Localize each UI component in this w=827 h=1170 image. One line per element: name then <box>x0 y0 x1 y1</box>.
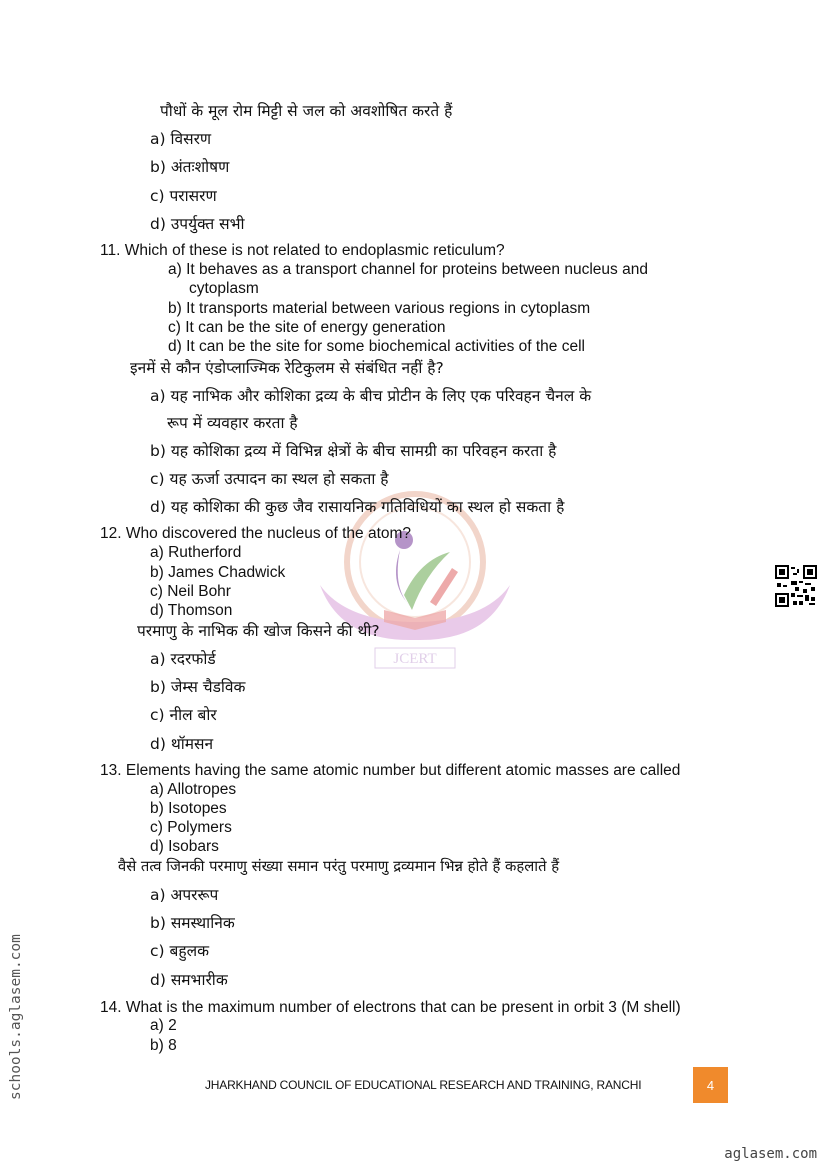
q10-option-d-hindi: d) उपर्युक्त सभी <box>150 215 245 233</box>
q12-option-b: b) James Chadwick <box>150 564 286 581</box>
qr-code-icon <box>775 565 817 607</box>
q10-option-a-hindi: a) विसरण <box>150 130 212 148</box>
q12-option-c: c) Neil Bohr <box>150 583 231 600</box>
q12-option-a: a) Rutherford <box>150 544 242 561</box>
q11-option-a: a) It behaves as a transport channel for proteins between nucleus and <box>168 261 648 278</box>
q13-question: 13. Elements having the same atomic number but different atomic masses are called <box>100 762 681 779</box>
q11-option-c-hindi: c) यह ऊर्जा उत्पादन का स्थल हो सकता है <box>150 470 389 488</box>
side-watermark-url: schools.aglasem.com <box>8 934 24 1100</box>
q12-option-b-hindi: b) जेम्स चैडविक <box>150 678 246 696</box>
site-watermark: aglasem.com <box>724 1146 817 1162</box>
q13-question-hindi: वैसे तत्व जिनकी परमाणु संख्या समान परंतु परमाणु द्रव्यमान भिन्न होते हैं कहलाते हैं <box>118 858 560 875</box>
q12-option-d-hindi: d) थॉमसन <box>150 735 214 753</box>
q11-option-c: c) It can be the site of energy generation <box>168 319 446 336</box>
q13-option-b: b) Isotopes <box>150 800 227 817</box>
q11-option-a-cont: cytoplasm <box>189 280 259 297</box>
watermark-text: JCERT <box>393 651 437 667</box>
q14-option-b: b) 8 <box>150 1037 177 1054</box>
q12-option-a-hindi: a) रदरफोर्ड <box>150 650 216 668</box>
q14-option-a: a) 2 <box>150 1017 177 1034</box>
footer-institution: JHARKHAND COUNCIL OF EDUCATIONAL RESEARCH AND TRAINING, RANCHI <box>205 1078 642 1092</box>
q12-question: 12. Who discovered the nucleus of the atom? <box>100 525 412 542</box>
q11-option-a-hindi: a) यह नाभिक और कोशिका द्रव्य के बीच प्रोटीन के लिए एक परिवहन चैनल के <box>150 387 592 405</box>
q11-question-hindi: इनमें से कौन एंडोप्लाज्मिक रेटिकुलम से संबंधित नहीं है? <box>130 359 444 377</box>
q11-option-b: b) It transports material between various regions in cytoplasm <box>168 300 591 317</box>
q14-question: 14. What is the maximum number of electrons that can be present in orbit 3 (M shell) <box>100 999 681 1016</box>
q13-option-a-hindi: a) अपररूप <box>150 886 219 904</box>
jcert-watermark-logo <box>300 490 530 680</box>
q12-option-c-hindi: c) नील बोर <box>150 706 217 724</box>
q12-option-d: d) Thomson <box>150 602 233 619</box>
q11-option-d-hindi: d) यह कोशिका की कुछ जैव रासायनिक गतिविधियों का स्थल हो सकता है <box>150 498 565 516</box>
q10-option-c-hindi: c) परासरण <box>150 187 217 205</box>
q12-question-hindi: परमाणु के नाभिक की खोज किसने की थी? <box>137 622 380 640</box>
page-number-badge: 4 <box>693 1067 728 1103</box>
q11-option-a-hindi-cont: रूप में व्यवहार करता है <box>167 414 298 432</box>
q13-option-a: a) Allotropes <box>150 781 237 798</box>
q11-question: 11. Which of these is not related to endoplasmic reticulum? <box>100 242 505 259</box>
q13-option-d: d) Isobars <box>150 838 219 855</box>
q11-option-d: d) It can be the site for some biochemical activities of the cell <box>168 338 585 355</box>
q13-option-c: c) Polymers <box>150 819 232 836</box>
q11-option-b-hindi: b) यह कोशिका द्रव्य में विभिन्न क्षेत्रों के बीच सामग्री का परिवहन करता है <box>150 442 557 460</box>
q13-option-b-hindi: b) समस्थानिक <box>150 914 235 932</box>
q13-option-d-hindi: d) समभारीक <box>150 971 228 989</box>
q10-option-b-hindi: b) अंतःशोषण <box>150 158 230 176</box>
q10-question-hindi: पौधों के मूल रोम मिट्टी से जल को अवशोषित करते हैं <box>160 102 453 120</box>
q13-option-c-hindi: c) बहुलक <box>150 942 209 960</box>
